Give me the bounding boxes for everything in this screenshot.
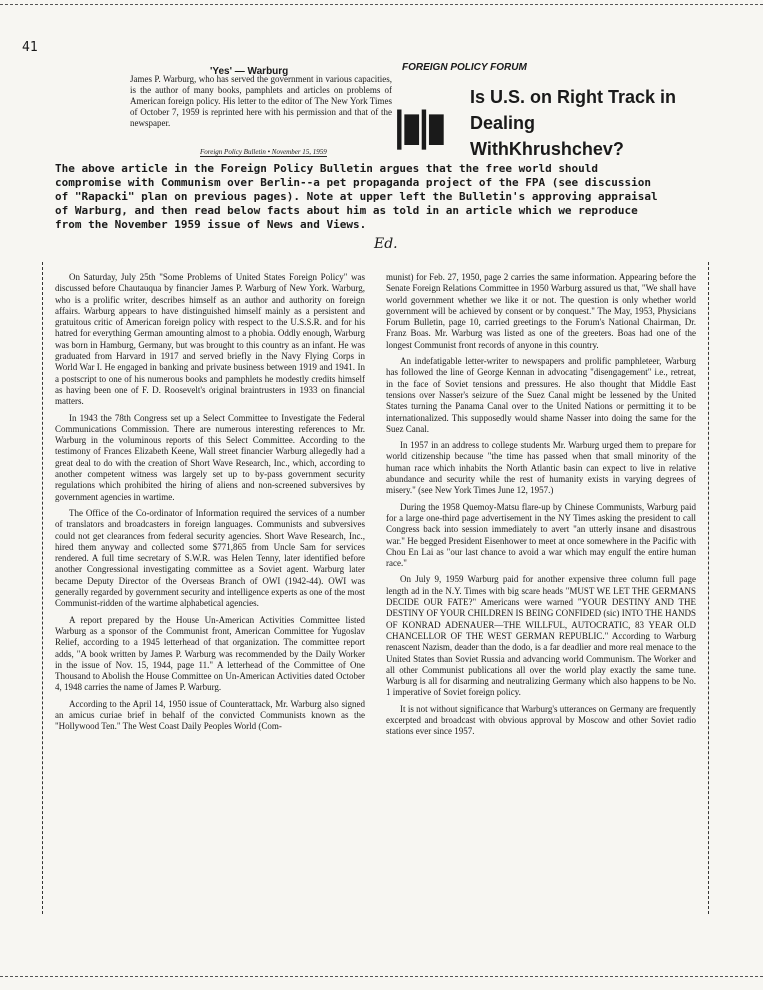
paragraph: An indefatigable letter-writer to newspapers and prolific pamphleteer, Warburg has followed the line of George Kennan in advocating "disengagement" i.e., retreat, in the face of Soviet tensions and pressures. He also thought that Middle East tensions over Nasser's seizure of the Suez Canal might be lessened by the United States turning the Panama Canal over to the United Nations or permitting it to be internationalized. This supposedly would shame Nasser into doing the same for the Suez Canal. — [386, 356, 696, 434]
article-right-column — [386, 272, 696, 743]
top-border — [0, 4, 763, 5]
clip-text: James P. Warburg, who has served the government in various capacities, is the author of many books, pamphlets and articles on problems of American foreign policy. His letter to the editor of The New York Times of October 7, 1959 is reprinted here with his permission and that of the newspaper. — [130, 74, 392, 128]
editor-note: The above article in the Foreign Policy Bulletin argues that the free world should compromise with Communism over Berlin--a pet propaganda project of the FPA (see discussion of "Rapacki" plan on previous pages). Note at upper left the Bulletin's approving appraisal of Warburg, and then read below facts about him as told in an article which we reproduce from the November 1959 issue of News and Views. — [55, 162, 658, 231]
frame-right — [708, 262, 709, 914]
page-number: 41 — [22, 40, 38, 55]
handwritten-mark: |▮|▮ — [392, 104, 442, 150]
paragraph: munist) for Feb. 27, 1950, page 2 carries the same information. Appearing before the Senate Foreign Relations Committee in 1950 Warburg assured us that, "We shall have world government whether we like it or not. The question is only whether world government will be achieved by consent or by conquest." The May, 1953, Physicians Forum Bulletin, page 10, carried greetings to the Forum's National Chairman, Dr. Franz Boas. Mr. Warburg was listed as one of the greeters. Boas had one of the longest Communist front records of anyone in this country. — [386, 272, 696, 350]
paragraph: In 1957 in an address to college students Mr. Warburg urged them to prepare for world citizenship because "the time has passed when that small minority of the human race which inhabits the North Atlantic basin can expect to live in relative abundance and security while the rest of humanity exists in varying degrees of misery." (see New York Times June 12, 1957.) — [386, 440, 696, 496]
paragraph: In 1943 the 78th Congress set up a Select Committee to Investigate the Federal Communications Commission. There are numerous interesting references to Mr. Warburg in the voluminous reports of this Select Committee. According to the testimony of Frances Elizabeth Keene, Wall street financier Warburg allegedly had a great deal to do with the creation of Short Wave Research, Inc., which, according to another competent witness was largely set up to by-pass government security regulations which prohibited the hiring of aliens and non-screened subversives by government agencies in wartime. — [55, 412, 365, 502]
clip-source: Foreign Policy Bulletin • November 15, 1959 — [200, 148, 327, 156]
paragraph: It is not without significance that Warburg's utterances on Germany are frequently excerpted and broadcast with obvious approval by Moscow and other Soviet radio stations ever since 1957. — [386, 703, 696, 737]
frame-left — [42, 262, 43, 914]
paragraph: On July 9, 1959 Warburg paid for another expensive three column full page length ad in the N.Y. Times with big scare heads "MUST WE LET THE GERMANS DECIDE OUR FATE?" Americans were warned "YOUR DESTINY AND THE DESTINY OF YOUR CHILDREN IS BEING CONFIDED (sic) INTO THE HANDS OF KONRAD ADENAUER—THE WILLFUL, AUTOCRATIC, 83 YEAR OLD CHANCELLOR OF THE WEST GERMAN REPUBLIC." According to Warburg renascent Nazism, deader than the dodo, is a far deadlier and more real menace to the United States than Soviet Russia and advancing world Communism. The Worker and all other Communist publications all over the world play exactly the same tune. Warburg is all for disarming and neutralizing Germany which also happens to be No. 1 imperative of Soviet foreign policy. — [386, 574, 696, 698]
paragraph: During the 1958 Quemoy-Matsu flare-up by Chinese Communists, Warburg paid for a large one-third page advertisement in the NY Times asking the president to call Congress back into session immediately to avert "an utterly insane and disastrous war." He begged President Eisenhower to meet at once somewhere in the Pacific with Chou En Lai as "our last chance to avoid a war which may engulf the entire human race." — [386, 501, 696, 569]
paragraph: A report prepared by the House Un-American Activities Committee listed Warburg as a sponsor of the Communist front, American Committee for Yugoslav Relief, according to a 1945 letterhead of that organization. The committee report adds, "A book written by James P. Warburg was recommended by the Daily Worker in the issue of Nov. 15, 1944, page 11." A letterhead of the Committee of One Thousand to Abolish the House Committee on Un-American Activities dated October 4, 1948 carries the name of James P. Warburg. — [55, 614, 365, 693]
paragraph: According to the April 14, 1950 issue of Counterattack, Mr. Warburg also signed an amicus curiae brief in behalf of the convicted Communists known as the "Hollywood Ten." The West Coast Daily Peoples World (Com- — [55, 698, 365, 732]
headline: Is U.S. on Right Track in Dealing WithKhrushchev? — [470, 87, 677, 159]
bottom-border — [0, 976, 763, 977]
article-left-column — [55, 272, 365, 738]
paragraph: On Saturday, July 25th "Some Problems of United States Foreign Policy" was discussed before Chautauqua by financier James P. Warburg of New York. Warburg, who is a prolific writer, describes himself as an author and authority on foreign affairs. Warburg appears to have distinguished himself mainly as a persistent and gratuitous critic of American foreign policy with respect to the U.S.S.R. and for his hatred for everything German amounting almost to a phobia. Oddly enough, Warburg was born in Hamburg, Germany, but was brought to this country as an infant. He was graduated from Harvard in 1917 and served briefly in the Navy Flying Corps in World War I. He engaged in banking and private business between 1919 and 1941. In a postscript to one of his numerous books and pamphlets he modestly credits himself as having been one of F. D. Roosevelt's original braintrusters in 1933 on financial matters. — [55, 272, 365, 407]
paragraph: The Office of the Co-ordinator of Information required the services of a number of translators and broadcasters in foreign languages. Communists and subversives could not get clearances from federal security agencies. Short Wave Research, Inc., hired them anyway and collected some $771,865 from Uncle Sam for services rendered. A full time secretary of S.W.R. was Helen Tenny, later identified before another Congressional investigating committee as a Soviet agent. Warburg later became Deputy Director of the Overseas Branch of OWI (1942-44). OWI was generally regarded by government security and intelligence experts as one of the most Communist-ridden of the wartime alphabetical agencies. — [55, 507, 365, 609]
clip-title: 'Yes' — Warburg — [210, 66, 289, 77]
editor-signature: Ed. — [374, 236, 398, 252]
forum-label: FOREIGN POLICY FORUM — [402, 62, 527, 73]
